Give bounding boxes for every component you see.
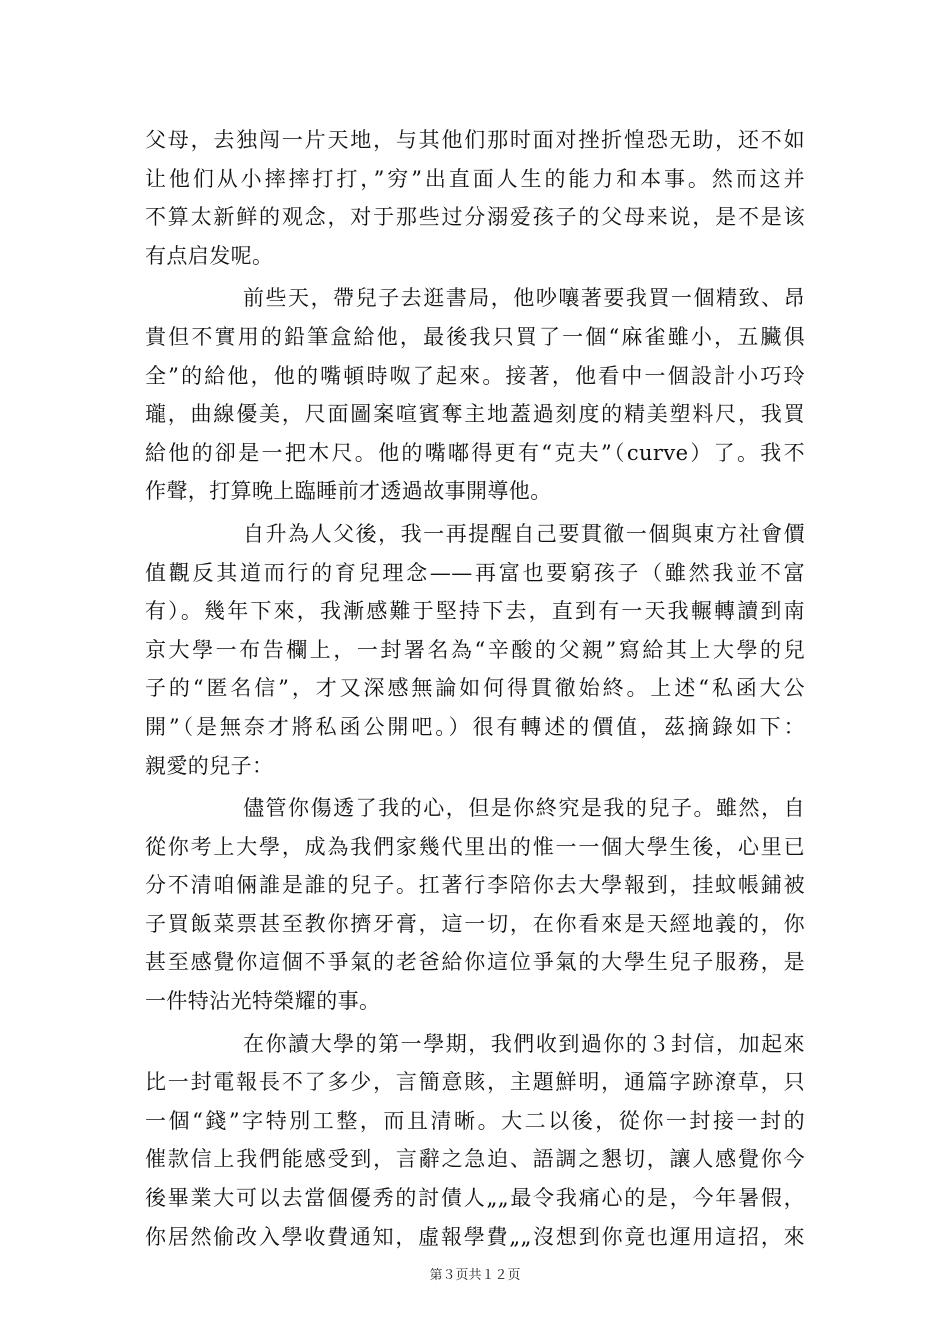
text-line: 儘管你傷透了我的心，但是你終究是我的兒子。雖然，自 [243,796,805,821]
text-line: 作聲，打算晚上臨睡前才透過故事開導他。 [145,479,552,504]
text-line: 有）。幾年下來，我漸感難于堅持下去，直到有一天我輾轉讀到南 [145,599,805,624]
text-line: 貴但不實用的鉛筆盒給他，最後我只買了一個“麻雀雖小，五臟俱 [145,324,805,349]
text-line: 自升為人父後，我一再提醒自己要貫徹一個與東方社會價 [243,521,805,546]
text-line: 甚至感覺你這個不爭氣的老爸給你這位爭氣的大學生兒子服務，是 [145,950,805,975]
text-line: 子的“匿名信”，才又深感無論如何得貫徹始終。上述“私函大公 [145,676,805,701]
text-line: 你居然偷改入學收費通知，虛報學費„„沒想到你竟也運用這招，來 [145,1224,805,1249]
text-line: 不算太新鲜的观念，对于那些过分溺爱孩子的父母来说，是不是该 [145,205,805,230]
text-line: 催款信上我們能感受到，言辭之急迫、語調之懇切，讓人感覺你今 [145,1147,805,1172]
text-line: 有点启发呢。 [145,243,274,268]
text-line: 让他们从小摔摔打打，”穷”出直面人生的能力和本事。然而这并 [145,166,805,191]
paragraph-5 [145,1025,805,1257]
text-line: 給他的卻是一把木尺。他的嘴嘟得更有“克夫”（curve）了。我不 [145,440,805,465]
text-line: 父母，去独闯一片天地，与其他们那时面对挫折惶恐无助，还不如 [145,128,805,152]
text-line: 值觀反其道而行的育兒理念——再富也要窮孩子（雖然我並不富 [145,560,805,585]
text-line: 瓏，曲線優美，尺面圖案喧賓奪主地蓋過刻度的精美塑料尺，我買 [145,402,805,427]
text-line: 從你考上大學，成為我們家幾代里出的惟一一個大學生後，心里已 [145,834,805,859]
text-line: 比一封電報長不了多少，言簡意賅，主題鮮明，通篇字跡潦草，只 [145,1070,805,1095]
text-line: 後畢業大可以去當個優秀的討債人„„最令我痛心的是，今年暑假， [145,1186,805,1211]
text-line: 一件特沾光特榮耀的事。 [145,989,381,1014]
text-line: 一個“錢”字特別工整，而且清晰。大二以後，從你一封接一封的 [145,1108,805,1133]
paragraph-1 [145,121,805,275]
text-line: 全”的給他，他的嘴頓時呶了起來。接著，他看中一個設計小巧玲 [145,363,805,388]
text-line: 分不清咱倆誰是誰的兒子。扛著行李陪你去大學報到，挂蚊帳鋪被 [145,873,805,898]
page-number-footer: 第３页共１２页 [429,1268,521,1283]
text-line: 開”（是無奈才將私函公開吧。）很有轉述的價值，茲摘錄如下： [145,714,805,739]
paragraph-2 [145,279,805,511]
text-line: 在你讀大學的第一學期，我們收到過你的３封信，加起來 [243,1031,805,1056]
text-line: 親愛的兒子： [145,753,274,778]
paragraph-4 [145,789,805,1021]
text-line: 京大學一布告欄上，一封署名為“辛酸的父親”寫給其上大學的兒 [145,637,805,662]
text-line: 子買飯菜票甚至教你擠牙膏，這一切，在你看來是天經地義的，你 [145,911,805,936]
document-body [145,121,805,1256]
paragraph-3 [145,515,805,785]
text-line: 前些天，帶兒子去逛書局，他吵嚷著要我買一個精致、昂 [243,286,805,311]
